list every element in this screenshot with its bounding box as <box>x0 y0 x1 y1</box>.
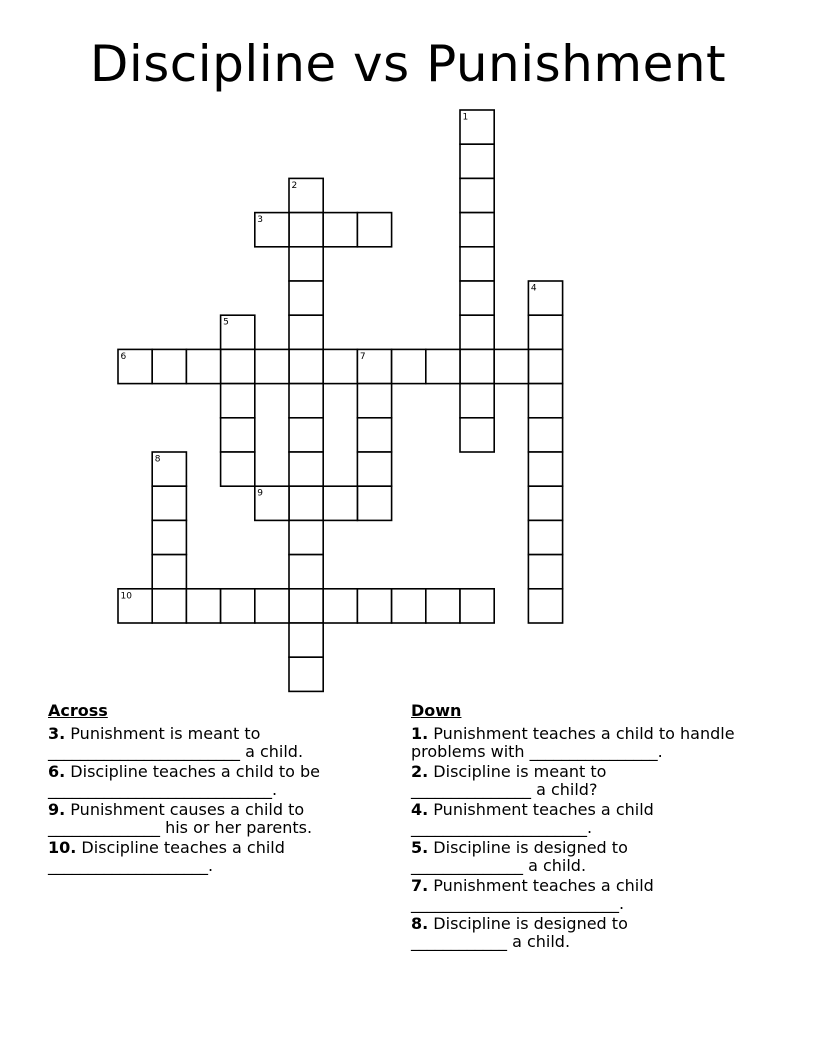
clue-across-10: 10. Discipline teaches a child ____________________. <box>48 838 285 875</box>
grid-cell[interactable] <box>289 213 323 247</box>
grid-cell[interactable] <box>460 315 494 349</box>
clue-number-label: 4 <box>530 283 537 294</box>
down-heading: Down <box>411 701 462 720</box>
grid-cell[interactable] <box>460 281 494 315</box>
grid-cell[interactable] <box>460 144 494 178</box>
clue-number-label: 3 <box>257 215 264 226</box>
grid-cell[interactable] <box>289 520 323 554</box>
grid-cell[interactable] <box>357 213 391 247</box>
grid-cell[interactable] <box>289 452 323 486</box>
grid-cell[interactable] <box>152 589 186 623</box>
grid-cell[interactable] <box>152 486 186 520</box>
clue-number-label: 7 <box>359 351 366 362</box>
grid-cell[interactable] <box>528 349 562 383</box>
grid-cell[interactable] <box>289 589 323 623</box>
clue-down-4: 4. Punishment teaches a child ______________________. <box>411 800 654 837</box>
grid-cell[interactable] <box>528 315 562 349</box>
grid-cell[interactable] <box>255 349 289 383</box>
grid-cell[interactable] <box>528 555 562 589</box>
grid-cell[interactable] <box>426 589 460 623</box>
across-clues <box>48 702 378 877</box>
grid-cell[interactable] <box>255 589 289 623</box>
grid-cell[interactable] <box>357 486 391 520</box>
grid-cell[interactable] <box>221 452 255 486</box>
grid-cell[interactable] <box>289 623 323 657</box>
grid-cell[interactable] <box>528 452 562 486</box>
grid-cell[interactable] <box>460 349 494 383</box>
grid-cell[interactable] <box>528 589 562 623</box>
grid-cell[interactable] <box>152 349 186 383</box>
grid-cell[interactable] <box>460 384 494 418</box>
page-title: Discipline vs Punishment <box>89 35 727 93</box>
clue-across-3: 3. Punishment is meant to ________________________ a child. <box>48 724 304 761</box>
grid-cell[interactable] <box>221 589 255 623</box>
grid-cell[interactable] <box>289 418 323 452</box>
across-heading: Across <box>48 701 108 720</box>
grid-cell[interactable] <box>357 452 391 486</box>
grid-cell[interactable] <box>357 384 391 418</box>
clue-down-7: 7. Punishment teaches a child __________________________. <box>411 876 654 913</box>
grid-cell[interactable] <box>528 384 562 418</box>
clue-down-1: 1. Punishment teaches a child to handle problems with ________________. <box>411 724 735 761</box>
clue-across-9: 9. Punishment causes a child to ______________ his or her parents. <box>48 800 313 837</box>
grid-cell[interactable] <box>289 486 323 520</box>
grid-cell[interactable] <box>528 486 562 520</box>
grid-cell[interactable] <box>460 213 494 247</box>
grid-cell[interactable] <box>186 589 220 623</box>
grid-cell[interactable] <box>221 418 255 452</box>
clue-down-5: 5. Discipline is designed to ______________ a child. <box>411 838 628 875</box>
clue-number-label: 8 <box>154 454 161 465</box>
grid-cell[interactable] <box>289 247 323 281</box>
clue-number-label: 6 <box>120 351 127 362</box>
clue-down-2: 2. Discipline is meant to _______________ a child? <box>411 762 607 799</box>
clue-number-label: 1 <box>462 112 469 123</box>
grid-cell[interactable] <box>289 315 323 349</box>
clue-across-6: 6. Discipline teaches a child to be ____________________________. <box>48 762 320 799</box>
grid-cell[interactable] <box>357 589 391 623</box>
grid-cell[interactable] <box>289 555 323 589</box>
grid-cell[interactable] <box>221 384 255 418</box>
grid-cell[interactable] <box>186 349 220 383</box>
grid-cell[interactable] <box>392 349 426 383</box>
grid-cell[interactable] <box>494 349 528 383</box>
grid-cell[interactable] <box>221 349 255 383</box>
grid-cell[interactable] <box>323 349 357 383</box>
grid-cell[interactable] <box>323 486 357 520</box>
clue-number-label: 9 <box>257 488 264 499</box>
grid-cell[interactable] <box>289 281 323 315</box>
grid-cell[interactable] <box>460 418 494 452</box>
clue-number-label: 10 <box>120 591 132 602</box>
grid-cell[interactable] <box>152 520 186 554</box>
grid-cell[interactable] <box>528 520 562 554</box>
down-clues <box>411 702 771 953</box>
grid-cell[interactable] <box>152 555 186 589</box>
grid-cell[interactable] <box>323 213 357 247</box>
clue-down-8: 8. Discipline is designed to ____________ a child. <box>411 914 628 951</box>
grid-cell[interactable] <box>392 589 426 623</box>
grid-cell[interactable] <box>528 418 562 452</box>
grid-cell[interactable] <box>460 247 494 281</box>
grid-cell[interactable] <box>426 349 460 383</box>
grid-cell[interactable] <box>460 178 494 212</box>
grid-cell[interactable] <box>289 657 323 691</box>
grid-cell[interactable] <box>323 589 357 623</box>
grid-cell[interactable] <box>357 418 391 452</box>
grid-cell[interactable] <box>289 384 323 418</box>
clue-number-label: 5 <box>223 317 229 328</box>
grid-cell[interactable] <box>460 589 494 623</box>
grid-cell[interactable] <box>289 349 323 383</box>
clue-number-label: 2 <box>291 180 298 191</box>
